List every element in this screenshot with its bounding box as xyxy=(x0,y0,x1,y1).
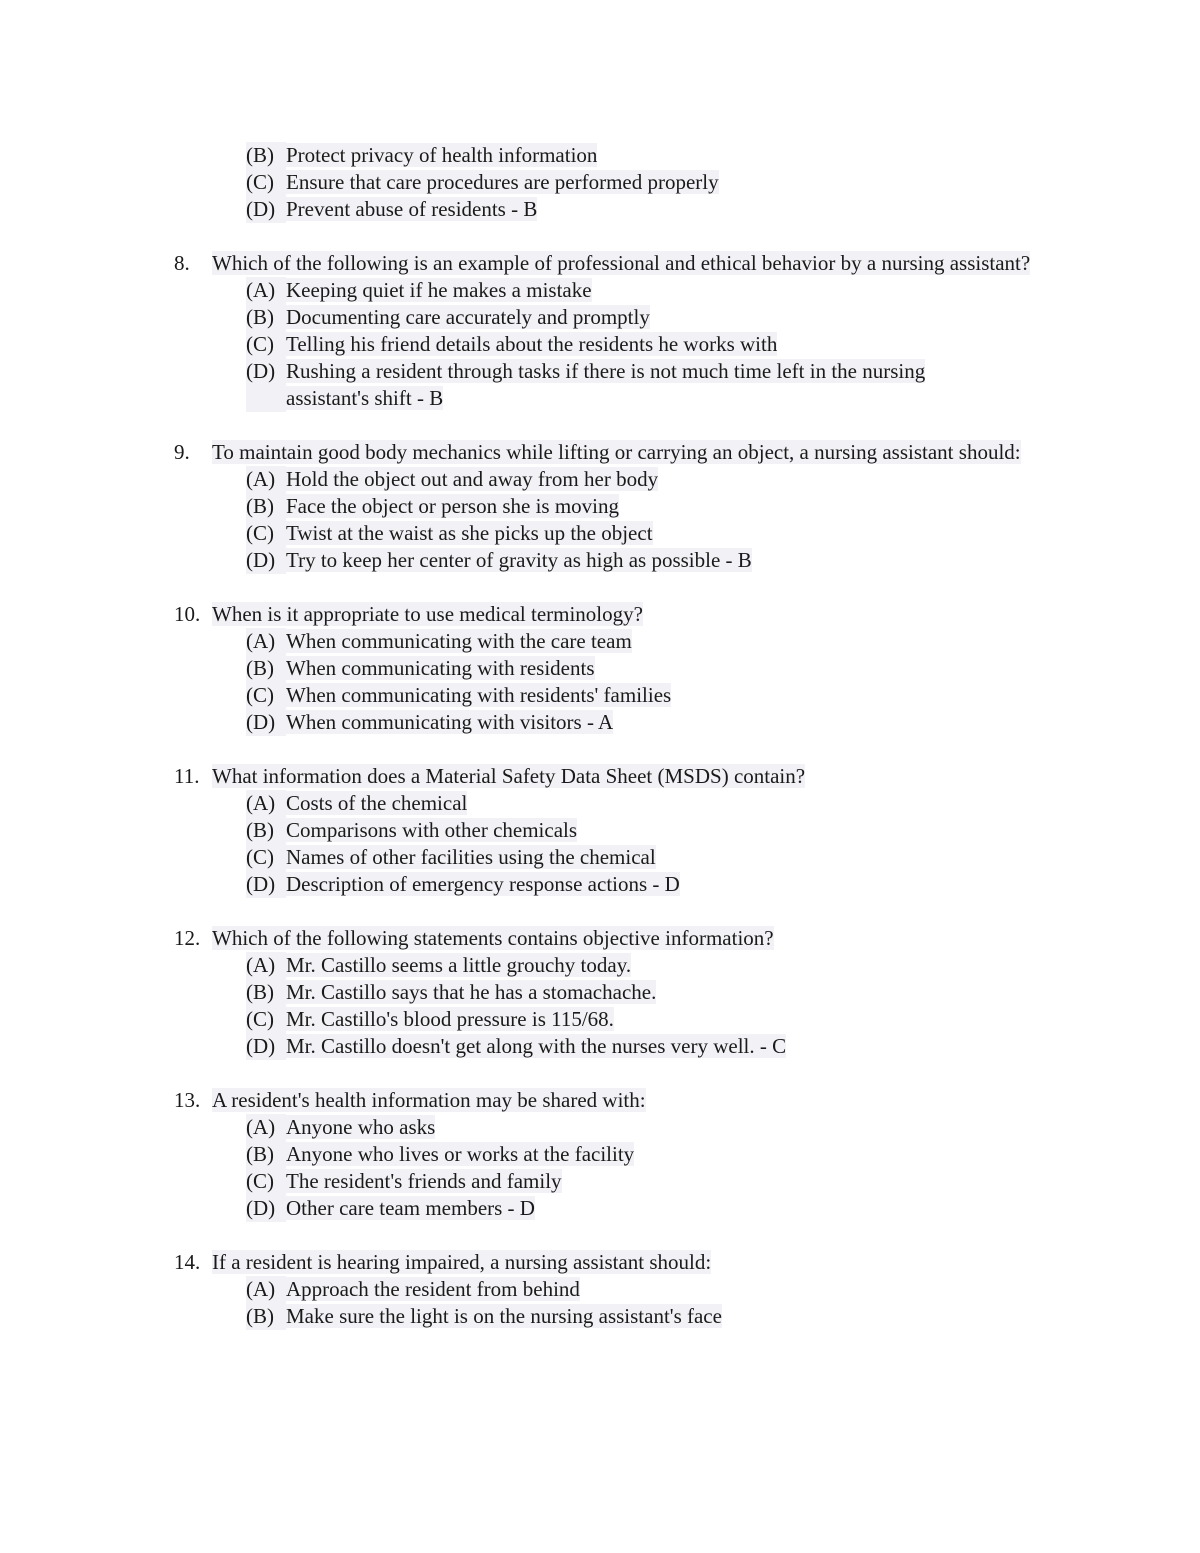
option-text-content: When communicating with the care team xyxy=(286,629,632,653)
option-text xyxy=(286,871,1006,898)
question-number: 8. xyxy=(174,251,190,275)
option-label: (D) xyxy=(246,1195,286,1222)
option-label: (A) xyxy=(246,466,286,493)
question-text xyxy=(212,1249,1052,1276)
question-number: 9. xyxy=(174,440,190,464)
option-text-content: Ensure that care procedures are performed properly xyxy=(286,170,719,194)
option-text xyxy=(286,358,1006,412)
question-5 xyxy=(0,1087,1200,1222)
answer-option xyxy=(0,1033,1200,1060)
option-label: (A) xyxy=(246,790,286,817)
option-text xyxy=(286,655,1006,682)
answer-option xyxy=(0,628,1200,655)
answer-option xyxy=(0,277,1200,304)
option-label: (A) xyxy=(246,628,286,655)
option-text xyxy=(286,1276,1006,1303)
option-text xyxy=(286,196,1006,223)
answer-option xyxy=(0,979,1200,1006)
option-text-content: Mr. Castillo's blood pressure is 115/68. xyxy=(286,1007,614,1031)
option-label: (B) xyxy=(246,493,286,520)
question-stem xyxy=(0,925,1200,952)
option-text xyxy=(286,547,1006,574)
option-text-content: Comparisons with other chemicals xyxy=(286,818,578,842)
option-text xyxy=(286,817,1006,844)
option-label: (B) xyxy=(246,304,286,331)
option-text xyxy=(286,1114,1006,1141)
option-text xyxy=(286,790,1006,817)
answer-option xyxy=(0,1141,1200,1168)
question-text-content: What information does a Material Safety Data Sheet (MSDS) contain? xyxy=(212,764,806,788)
question-stem xyxy=(0,250,1200,277)
option-text xyxy=(286,844,1006,871)
option-text-content: Costs of the chemical xyxy=(286,791,468,815)
question-stem xyxy=(0,1087,1200,1114)
option-text-content: When communicating with residents' families xyxy=(286,683,672,707)
question-2 xyxy=(0,601,1200,736)
question-0 xyxy=(0,250,1200,412)
question-text-content: Which of the following is an example of professional and ethical behavior by a nursing assistant? xyxy=(212,251,1031,275)
option-label: (C) xyxy=(246,520,286,547)
option-label: (B) xyxy=(246,817,286,844)
question-text-content: When is it appropriate to use medical terminology? xyxy=(212,602,643,626)
option-label: (B) xyxy=(246,1141,286,1168)
option-label: (B) xyxy=(246,142,286,169)
question-1 xyxy=(0,439,1200,574)
question-number: 11. xyxy=(174,764,200,788)
option-text xyxy=(286,1168,1006,1195)
option-text xyxy=(286,331,1006,358)
option-text-content: Approach the resident from behind xyxy=(286,1277,580,1301)
option-label: (A) xyxy=(246,952,286,979)
option-text-content: Hold the object out and away from her body xyxy=(286,467,659,491)
answer-option xyxy=(0,1195,1200,1222)
question-number: 13. xyxy=(174,1088,201,1112)
option-text-content: Protect privacy of health information xyxy=(286,143,598,167)
question-3 xyxy=(0,763,1200,898)
answer-option xyxy=(0,790,1200,817)
answer-option xyxy=(0,1276,1200,1303)
option-label: (D) xyxy=(246,547,286,574)
option-text-content: Mr. Castillo says that he has a stomachache. xyxy=(286,980,657,1004)
question-text xyxy=(212,763,1052,790)
answer-option xyxy=(0,331,1200,358)
option-label: (D) xyxy=(246,709,286,736)
option-text xyxy=(286,277,1006,304)
option-label: (D) xyxy=(246,358,286,412)
option-label: (C) xyxy=(246,682,286,709)
answer-option xyxy=(0,1303,1200,1330)
option-text xyxy=(286,682,1006,709)
question-4 xyxy=(0,925,1200,1060)
question-text xyxy=(212,439,1052,466)
option-label: (D) xyxy=(246,1033,286,1060)
question-text xyxy=(212,250,1052,277)
answer-option xyxy=(0,142,1200,169)
option-text-content: Anyone who lives or works at the facility xyxy=(286,1142,635,1166)
answer-option xyxy=(0,844,1200,871)
option-text xyxy=(286,520,1006,547)
option-label: (B) xyxy=(246,979,286,1006)
option-label: (A) xyxy=(246,277,286,304)
continued-options xyxy=(0,142,1200,223)
option-label: (D) xyxy=(246,196,286,223)
option-text-content: Description of emergency response actions - D xyxy=(286,872,680,896)
option-text-content: Rushing a resident through tasks if there is not much time left in the nursing assistant's shift - B xyxy=(286,359,926,410)
option-text xyxy=(286,952,1006,979)
option-label: (B) xyxy=(246,655,286,682)
option-label: (C) xyxy=(246,331,286,358)
option-text xyxy=(286,493,1006,520)
option-label: (C) xyxy=(246,1006,286,1033)
question-list xyxy=(0,142,1200,1330)
option-label: (D) xyxy=(246,871,286,898)
option-text xyxy=(286,169,1006,196)
option-text-content: Make sure the light is on the nursing assistant's face xyxy=(286,1304,722,1328)
question-text-content: If a resident is hearing impaired, a nursing assistant should: xyxy=(212,1250,712,1274)
option-text-content: Other care team members - D xyxy=(286,1196,535,1220)
question-6 xyxy=(0,1249,1200,1330)
question-stem xyxy=(0,763,1200,790)
option-text-content: Try to keep her center of gravity as high as possible - B xyxy=(286,548,752,572)
option-text-content: When communicating with visitors - A xyxy=(286,710,614,734)
option-label: (B) xyxy=(246,1303,286,1330)
answer-option xyxy=(0,655,1200,682)
option-text-content: Telling his friend details about the residents he works with xyxy=(286,332,778,356)
question-stem xyxy=(0,601,1200,628)
option-text-content: When communicating with residents xyxy=(286,656,595,680)
question-text xyxy=(212,1087,1052,1114)
answer-option xyxy=(0,817,1200,844)
option-text xyxy=(286,1195,1006,1222)
question-text xyxy=(212,601,1052,628)
option-text xyxy=(286,709,1006,736)
option-text-content: The resident's friends and family xyxy=(286,1169,562,1193)
option-text xyxy=(286,628,1006,655)
answer-option xyxy=(0,169,1200,196)
question-text xyxy=(212,925,1052,952)
option-text-content: Names of other facilities using the chemical xyxy=(286,845,656,869)
answer-option xyxy=(0,196,1200,223)
option-label: (A) xyxy=(246,1276,286,1303)
option-text-content: Mr. Castillo seems a little grouchy today. xyxy=(286,953,632,977)
answer-option xyxy=(0,358,1200,412)
question-stem xyxy=(0,1249,1200,1276)
question-stem xyxy=(0,439,1200,466)
answer-option xyxy=(0,547,1200,574)
option-label: (C) xyxy=(246,844,286,871)
option-text-content: Face the object or person she is moving xyxy=(286,494,620,518)
question-number: 10. xyxy=(174,602,201,626)
option-text-content: Mr. Castillo doesn't get along with the nurses very well. - C xyxy=(286,1034,787,1058)
option-text xyxy=(286,466,1006,493)
answer-option xyxy=(0,682,1200,709)
option-text-content: Prevent abuse of residents - B xyxy=(286,197,538,221)
question-text-content: A resident's health information may be shared with: xyxy=(212,1088,646,1112)
question-number: 14. xyxy=(174,1250,201,1274)
option-text-content: Twist at the waist as she picks up the object xyxy=(286,521,653,545)
option-label: (C) xyxy=(246,169,286,196)
question-text-content: Which of the following statements contains objective information? xyxy=(212,926,774,950)
answer-option xyxy=(0,520,1200,547)
answer-option xyxy=(0,493,1200,520)
answer-option xyxy=(0,952,1200,979)
answer-option xyxy=(0,1114,1200,1141)
option-text xyxy=(286,1006,1006,1033)
option-label: (A) xyxy=(246,1114,286,1141)
questions-container xyxy=(0,250,1200,1330)
question-number: 12. xyxy=(174,926,201,950)
option-text xyxy=(286,142,1006,169)
option-text-content: Anyone who asks xyxy=(286,1115,436,1139)
option-text-content: Documenting care accurately and promptly xyxy=(286,305,650,329)
answer-option xyxy=(0,466,1200,493)
option-text xyxy=(286,1033,1006,1060)
answer-option xyxy=(0,871,1200,898)
answer-option xyxy=(0,304,1200,331)
option-text xyxy=(286,304,1006,331)
option-text xyxy=(286,1303,1006,1330)
answer-option xyxy=(0,709,1200,736)
answer-option xyxy=(0,1168,1200,1195)
option-text xyxy=(286,979,1006,1006)
question-text-content: To maintain good body mechanics while lifting or carrying an object, a nursing assistant should: xyxy=(212,440,1021,464)
option-text-content: Keeping quiet if he makes a mistake xyxy=(286,278,592,302)
answer-option xyxy=(0,1006,1200,1033)
option-text xyxy=(286,1141,1006,1168)
option-label: (C) xyxy=(246,1168,286,1195)
